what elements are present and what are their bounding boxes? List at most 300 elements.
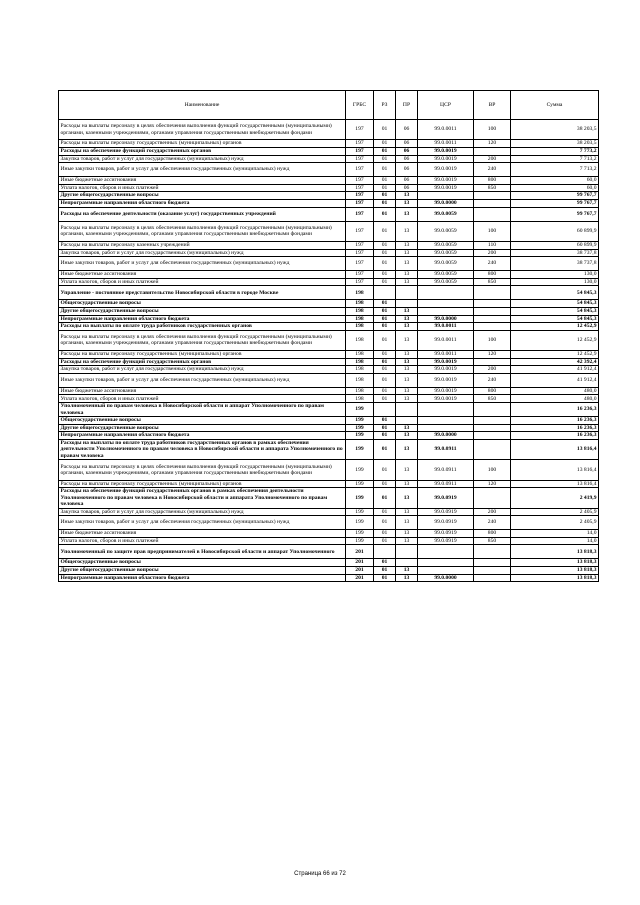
cell-grbs: 197 — [346, 271, 374, 279]
cell-sum: 54 845,3 — [511, 300, 599, 308]
cell-pr: 13 — [396, 480, 418, 488]
page-number: Страница 66 из 72 — [294, 871, 346, 877]
table-row — [59, 530, 599, 538]
cell-vr: 120 — [474, 480, 511, 488]
cell-grbs: 198 — [346, 351, 374, 359]
cell-sum: 130,0 — [511, 278, 599, 286]
cell-pr: 13 — [396, 460, 418, 480]
cell-grbs: 199 — [346, 439, 374, 459]
cell-csr: 99.0.0011 — [418, 351, 474, 359]
cell-grbs: 199 — [346, 403, 374, 417]
cell-sum: 42 392,4 — [511, 358, 599, 366]
header-sum: Сумма — [511, 91, 599, 120]
table-row — [59, 545, 599, 559]
cell-sum: 13 818,3 — [511, 574, 599, 582]
cell-name: Уплата налогов, сборов и иных платежей — [59, 278, 346, 286]
cell-sum: 13 818,3 — [511, 559, 599, 567]
cell-name: Расходы на обеспечение функций государственных органов — [59, 147, 346, 155]
cell-name: Расходы на выплаты персоналу государственных (муниципальных) органов — [59, 351, 346, 359]
cell-name: Непрограммные направления областного бюджета — [59, 432, 346, 440]
header-pr: ПР — [396, 91, 418, 120]
table-row — [59, 192, 599, 200]
cell-name: Иные закупки товаров, работ и услуг для обеспечения государственных (муниципальных) нужд — [59, 373, 346, 387]
cell-pr: 13 — [396, 192, 418, 200]
cell-sum: 12 452,9 — [511, 330, 599, 350]
cell-csr: 99.0.0059 — [418, 207, 474, 221]
cell-pr: 13 — [396, 351, 418, 359]
cell-name: Непрограммные направления областного бюджета — [59, 199, 346, 207]
cell-sum: 41 912,4 — [511, 373, 599, 387]
cell-rz: 01 — [374, 163, 396, 177]
cell-sum: 54 845,3 — [511, 307, 599, 315]
cell-sum: 60,0 — [511, 184, 599, 192]
cell-vr — [474, 192, 511, 200]
table-row — [59, 155, 599, 163]
cell-sum: 2 405,9 — [511, 516, 599, 530]
cell-name: Непрограммные направления областного бюджета — [59, 315, 346, 323]
cell-vr — [474, 207, 511, 221]
cell-csr — [418, 417, 474, 425]
cell-name: Уплата налогов, сборов и иных платежей — [59, 395, 346, 403]
cell-sum: 16 236,3 — [511, 432, 599, 440]
cell-grbs: 199 — [346, 460, 374, 480]
cell-csr: 99.0.0019 — [418, 177, 474, 185]
header-vr: ВР — [474, 91, 511, 120]
cell-rz: 01 — [374, 424, 396, 432]
cell-name: Расходы на выплаты персоналу в целях обеспечения выполнения функций государственными (муниципальными) органами, казенными учреждениями, органами управления государственными внебюджетными фондами — [59, 460, 346, 480]
cell-csr — [418, 424, 474, 432]
cell-csr — [418, 300, 474, 308]
cell-csr: 99.0.0059 — [418, 249, 474, 257]
cell-csr: 99.0.0019 — [418, 387, 474, 395]
cell-vr — [474, 307, 511, 315]
cell-sum: 13 818,3 — [511, 566, 599, 574]
table-header-row — [59, 91, 599, 120]
cell-grbs: 201 — [346, 574, 374, 582]
cell-csr: 99.0.0000 — [418, 199, 474, 207]
table-row — [59, 508, 599, 516]
cell-sum: 60,0 — [511, 177, 599, 185]
cell-rz: 01 — [374, 147, 396, 155]
cell-rz: 01 — [374, 488, 396, 508]
cell-name: Расходы на выплаты персоналу государственных (муниципальных) органов — [59, 140, 346, 148]
table-row — [59, 460, 599, 480]
table-row — [59, 439, 599, 459]
cell-rz: 01 — [374, 480, 396, 488]
cell-vr: 800 — [474, 271, 511, 279]
cell-vr: 100 — [474, 460, 511, 480]
cell-rz: 01 — [374, 207, 396, 221]
cell-grbs: 197 — [346, 199, 374, 207]
cell-sum: 38 737,8 — [511, 257, 599, 271]
table-row — [59, 559, 599, 567]
cell-vr — [474, 300, 511, 308]
cell-csr: 99.0.0000 — [418, 432, 474, 440]
cell-rz: 01 — [374, 315, 396, 323]
cell-csr: 99.0.0019 — [418, 373, 474, 387]
cell-csr: 99.0.0011 — [418, 120, 474, 140]
cell-sum: 38 203,5 — [511, 140, 599, 148]
cell-rz: 01 — [374, 432, 396, 440]
cell-name: Управление - постоянное представительство Новосибирской области в городе Москве — [59, 286, 346, 300]
cell-vr: 100 — [474, 330, 511, 350]
cell-rz: 01 — [374, 199, 396, 207]
cell-sum: 130,0 — [511, 271, 599, 279]
table-row — [59, 140, 599, 148]
cell-name: Общегосударственные вопросы — [59, 417, 346, 425]
cell-sum: 38 737,8 — [511, 249, 599, 257]
cell-pr: 13 — [396, 315, 418, 323]
cell-rz: 01 — [374, 537, 396, 545]
cell-grbs: 197 — [346, 120, 374, 140]
cell-csr: 99.0.0911 — [418, 480, 474, 488]
cell-csr: 99.0.0911 — [418, 460, 474, 480]
table-row — [59, 286, 599, 300]
cell-sum: 54 845,3 — [511, 315, 599, 323]
cell-sum: 13 816,4 — [511, 480, 599, 488]
cell-name: Общегосударственные вопросы — [59, 559, 346, 567]
cell-pr — [396, 286, 418, 300]
cell-name: Расходы на выплаты персоналу в целях обеспечения выполнения функций государственными (муниципальными) органами, казенными учреждениями, органами управления государственными внебюджетными фондами — [59, 120, 346, 140]
table-row — [59, 257, 599, 271]
cell-name: Иные бюджетные ассигнования — [59, 177, 346, 185]
cell-vr — [474, 417, 511, 425]
cell-pr: 13 — [396, 516, 418, 530]
cell-rz: 01 — [374, 530, 396, 538]
cell-vr — [474, 424, 511, 432]
cell-pr: 06 — [396, 147, 418, 155]
cell-pr: 13 — [396, 358, 418, 366]
cell-pr: 13 — [396, 221, 418, 241]
table-row — [59, 330, 599, 350]
cell-pr: 13 — [396, 366, 418, 374]
cell-vr: 200 — [474, 508, 511, 516]
cell-vr: 240 — [474, 516, 511, 530]
cell-name: Другие общегосударственные вопросы — [59, 566, 346, 574]
cell-csr: 99.0.0059 — [418, 221, 474, 241]
cell-vr — [474, 199, 511, 207]
cell-name: Закупка товаров, работ и услуг для государственных (муниципальных) нужд — [59, 508, 346, 516]
cell-vr — [474, 545, 511, 559]
cell-csr — [418, 192, 474, 200]
cell-rz: 01 — [374, 271, 396, 279]
cell-rz: 01 — [374, 184, 396, 192]
cell-csr: 99.0.0011 — [418, 140, 474, 148]
cell-name: Иные закупки товаров, работ и услуг для обеспечения государственных (муниципальных) нужд — [59, 516, 346, 530]
table-row — [59, 307, 599, 315]
cell-rz: 01 — [374, 574, 396, 582]
cell-csr — [418, 286, 474, 300]
cell-rz — [374, 286, 396, 300]
cell-pr: 13 — [396, 271, 418, 279]
cell-grbs: 197 — [346, 278, 374, 286]
cell-pr: 06 — [396, 140, 418, 148]
cell-name: Расходы на обеспечение функций государственных органов — [59, 358, 346, 366]
cell-csr — [418, 545, 474, 559]
cell-rz — [374, 403, 396, 417]
cell-grbs: 198 — [346, 286, 374, 300]
cell-pr: 06 — [396, 177, 418, 185]
cell-pr: 13 — [396, 488, 418, 508]
cell-grbs: 198 — [346, 358, 374, 366]
cell-pr: 13 — [396, 566, 418, 574]
table-row — [59, 566, 599, 574]
cell-rz: 01 — [374, 417, 396, 425]
cell-vr: 850 — [474, 184, 511, 192]
cell-csr: 99.0.0019 — [418, 395, 474, 403]
cell-name: Непрограммные направления областного бюджета — [59, 574, 346, 582]
cell-name: Другие общегосударственные вопросы — [59, 192, 346, 200]
table-row — [59, 366, 599, 374]
cell-csr — [418, 559, 474, 567]
cell-vr: 200 — [474, 155, 511, 163]
header-rz: РЗ — [374, 91, 396, 120]
cell-pr: 06 — [396, 155, 418, 163]
cell-rz: 01 — [374, 140, 396, 148]
cell-rz: 01 — [374, 120, 396, 140]
table-row — [59, 163, 599, 177]
cell-vr: 800 — [474, 530, 511, 538]
cell-csr: 99.0.0919 — [418, 516, 474, 530]
cell-name: Расходы на обеспечение функций государственных органов в рамках обеспечения деятельности Уполномоченного по правам человека в Новосибирской области и аппарата Уполномоченного по правам человека — [59, 488, 346, 508]
cell-pr: 13 — [396, 257, 418, 271]
cell-pr: 13 — [396, 323, 418, 331]
table-row — [59, 300, 599, 308]
cell-rz: 01 — [374, 366, 396, 374]
cell-sum: 14,0 — [511, 537, 599, 545]
cell-sum: 13 816,4 — [511, 439, 599, 459]
cell-name: Закупка товаров, работ и услуг для государственных (муниципальных) нужд — [59, 366, 346, 374]
cell-grbs: 198 — [346, 300, 374, 308]
cell-vr: 110 — [474, 241, 511, 249]
cell-grbs: 197 — [346, 163, 374, 177]
cell-csr — [418, 307, 474, 315]
cell-vr: 240 — [474, 163, 511, 177]
cell-csr: 99.0.0019 — [418, 184, 474, 192]
cell-sum: 41 912,4 — [511, 366, 599, 374]
cell-grbs: 197 — [346, 241, 374, 249]
table-body — [59, 120, 599, 582]
cell-grbs: 199 — [346, 480, 374, 488]
table-row — [59, 120, 599, 140]
cell-sum: 16 236,3 — [511, 403, 599, 417]
cell-sum: 54 845,3 — [511, 286, 599, 300]
cell-vr: 800 — [474, 177, 511, 185]
table-row — [59, 323, 599, 331]
cell-pr: 13 — [396, 207, 418, 221]
cell-sum: 12 452,9 — [511, 351, 599, 359]
cell-sum: 13 816,4 — [511, 460, 599, 480]
cell-pr: 13 — [396, 330, 418, 350]
table-row — [59, 249, 599, 257]
cell-name: Расходы на выплаты персоналу государственных (муниципальных) органов — [59, 480, 346, 488]
cell-rz: 01 — [374, 460, 396, 480]
cell-grbs: 197 — [346, 155, 374, 163]
cell-csr: 99.0.0000 — [418, 574, 474, 582]
cell-grbs: 199 — [346, 530, 374, 538]
cell-csr: 99.0.0019 — [418, 163, 474, 177]
table-row — [59, 480, 599, 488]
table-row — [59, 488, 599, 508]
cell-rz: 01 — [374, 249, 396, 257]
cell-grbs: 199 — [346, 432, 374, 440]
cell-grbs: 198 — [346, 330, 374, 350]
cell-grbs: 197 — [346, 257, 374, 271]
cell-grbs: 198 — [346, 395, 374, 403]
cell-grbs: 201 — [346, 559, 374, 567]
cell-pr: 13 — [396, 241, 418, 249]
cell-csr: 99.0.0059 — [418, 241, 474, 249]
cell-sum: 7 713,2 — [511, 155, 599, 163]
cell-sum: 480,0 — [511, 395, 599, 403]
cell-rz: 01 — [374, 358, 396, 366]
cell-rz: 01 — [374, 307, 396, 315]
cell-name: Иные бюджетные ассигнования — [59, 271, 346, 279]
cell-rz: 01 — [374, 566, 396, 574]
cell-name: Расходы на выплаты персоналу казенных учреждений — [59, 241, 346, 249]
table-row — [59, 387, 599, 395]
cell-csr: 99.0.0059 — [418, 257, 474, 271]
cell-rz: 01 — [374, 323, 396, 331]
cell-pr: 13 — [396, 537, 418, 545]
header-name: Наименование — [59, 91, 346, 120]
cell-grbs: 197 — [346, 249, 374, 257]
cell-grbs: 198 — [346, 315, 374, 323]
cell-csr — [418, 566, 474, 574]
cell-rz: 01 — [374, 373, 396, 387]
cell-name: Иные бюджетные ассигнования — [59, 530, 346, 538]
cell-grbs: 199 — [346, 537, 374, 545]
cell-pr: 13 — [396, 395, 418, 403]
cell-csr: 99.0.0919 — [418, 530, 474, 538]
cell-csr: 99.0.0059 — [418, 278, 474, 286]
cell-name: Другие общегосударственные вопросы — [59, 424, 346, 432]
cell-rz: 01 — [374, 300, 396, 308]
cell-sum: 13 818,3 — [511, 545, 599, 559]
cell-rz: 01 — [374, 439, 396, 459]
header-csr: ЦСР — [418, 91, 474, 120]
table-row — [59, 184, 599, 192]
cell-pr: 13 — [396, 278, 418, 286]
cell-vr — [474, 315, 511, 323]
cell-vr — [474, 566, 511, 574]
cell-rz: 01 — [374, 330, 396, 350]
cell-grbs: 201 — [346, 566, 374, 574]
cell-pr — [396, 545, 418, 559]
cell-vr: 800 — [474, 387, 511, 395]
cell-sum: 2 405,9 — [511, 508, 599, 516]
cell-grbs: 197 — [346, 147, 374, 155]
cell-vr — [474, 559, 511, 567]
cell-vr — [474, 403, 511, 417]
cell-vr: 200 — [474, 366, 511, 374]
cell-pr: 13 — [396, 373, 418, 387]
table-row — [59, 432, 599, 440]
cell-name: Иные закупки товаров, работ и услуг для обеспечения государственных (муниципальных) нужд — [59, 163, 346, 177]
cell-rz: 01 — [374, 257, 396, 271]
cell-vr: 240 — [474, 257, 511, 271]
cell-sum: 14,0 — [511, 530, 599, 538]
cell-vr — [474, 147, 511, 155]
cell-vr — [474, 488, 511, 508]
cell-name: Уплата налогов, сборов и иных платежей — [59, 537, 346, 545]
cell-vr: 850 — [474, 278, 511, 286]
cell-name: Уполномоченный по правам человека в Новосибирской области и аппарат Уполномоченного по правам человека — [59, 403, 346, 417]
cell-pr: 13 — [396, 307, 418, 315]
cell-vr — [474, 432, 511, 440]
cell-name: Расходы на выплаты персоналу в целях обеспечения выполнения функций государственными (муниципальными) органами, казенными учреждениями, органами управления государственными внебюджетными фондами — [59, 221, 346, 241]
cell-rz: 01 — [374, 278, 396, 286]
cell-csr: 99.0.0919 — [418, 537, 474, 545]
cell-grbs: 198 — [346, 373, 374, 387]
table-row — [59, 177, 599, 185]
cell-rz: 01 — [374, 192, 396, 200]
cell-vr — [474, 323, 511, 331]
cell-name: Иные бюджетные ассигнования — [59, 387, 346, 395]
cell-pr — [396, 403, 418, 417]
table-row — [59, 278, 599, 286]
cell-vr: 100 — [474, 221, 511, 241]
cell-vr — [474, 286, 511, 300]
table-row — [59, 351, 599, 359]
table-row — [59, 315, 599, 323]
table-row — [59, 574, 599, 582]
cell-csr: 99.0.0019 — [418, 366, 474, 374]
cell-name: Расходы на выплаты по оплате труда работников государственных органов — [59, 323, 346, 331]
cell-sum: 60 899,9 — [511, 241, 599, 249]
cell-name: Закупка товаров, работ и услуг для государственных (муниципальных) нужд — [59, 155, 346, 163]
cell-csr: 99.0.0911 — [418, 439, 474, 459]
cell-grbs: 199 — [346, 516, 374, 530]
cell-pr: 13 — [396, 530, 418, 538]
cell-grbs: 197 — [346, 221, 374, 241]
cell-sum: 99 767,7 — [511, 199, 599, 207]
cell-vr — [474, 439, 511, 459]
budget-table — [58, 90, 599, 582]
cell-pr — [396, 300, 418, 308]
table-row — [59, 199, 599, 207]
cell-vr: 850 — [474, 537, 511, 545]
cell-sum: 480,0 — [511, 387, 599, 395]
cell-name: Другие общегосударственные вопросы — [59, 307, 346, 315]
cell-pr — [396, 559, 418, 567]
cell-grbs: 198 — [346, 366, 374, 374]
cell-name: Уполномоченный по защите прав предпринимателей в Новосибирской области и аппарат Уполномоченного — [59, 545, 346, 559]
cell-vr: 850 — [474, 395, 511, 403]
table-row — [59, 395, 599, 403]
cell-name: Общегосударственные вопросы — [59, 300, 346, 308]
table-row — [59, 207, 599, 221]
cell-vr: 100 — [474, 120, 511, 140]
cell-csr: 99.0.0919 — [418, 508, 474, 516]
cell-grbs: 197 — [346, 140, 374, 148]
cell-grbs: 198 — [346, 387, 374, 395]
cell-name: Расходы на выплаты по оплате труда работников государственных органов в рамках обеспечения деятельности Уполномоченного по правам человека в Новосибирской области и аппарата Уполномоченного по правам человека — [59, 439, 346, 459]
cell-rz: 01 — [374, 559, 396, 567]
cell-pr: 13 — [396, 424, 418, 432]
cell-pr: 13 — [396, 432, 418, 440]
cell-csr: 99.0.0059 — [418, 271, 474, 279]
cell-pr: 06 — [396, 184, 418, 192]
cell-sum: 7 773,2 — [511, 147, 599, 155]
table-row — [59, 424, 599, 432]
cell-name: Расходы на обеспечение деятельности (оказание услуг) государственных учреждений — [59, 207, 346, 221]
cell-csr: 99.0.0000 — [418, 315, 474, 323]
table-row — [59, 221, 599, 241]
cell-sum: 16 236,3 — [511, 417, 599, 425]
cell-csr: 99.0.0919 — [418, 488, 474, 508]
cell-sum: 7 713,2 — [511, 163, 599, 177]
